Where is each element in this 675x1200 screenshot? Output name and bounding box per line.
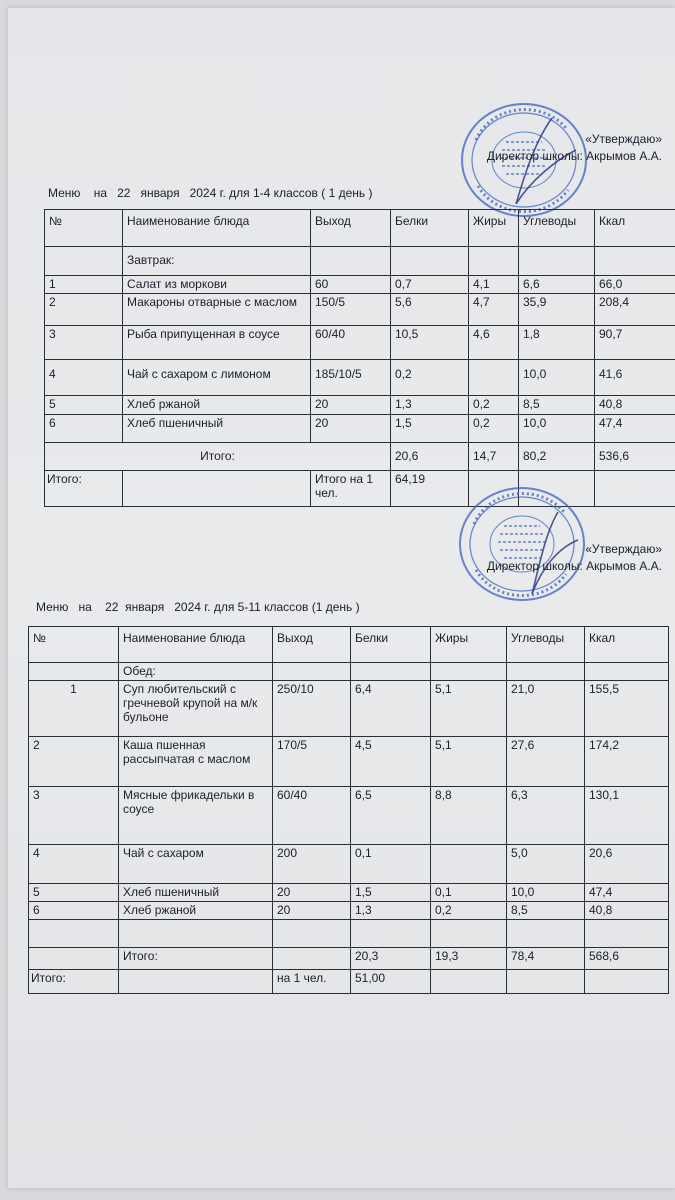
table-cell: 66,0: [595, 276, 675, 294]
table-cell: 40,8: [585, 902, 669, 920]
empty-cell: [507, 970, 585, 994]
table-cell: 208,4: [595, 294, 675, 326]
document-page: [8, 8, 675, 1188]
director-line: Директор школы: Акрымов А.А.: [486, 559, 662, 573]
table-cell: 60/40: [273, 787, 351, 845]
table-cell: 10,0: [519, 360, 595, 396]
table-cell: 2: [45, 294, 123, 326]
table-cell: 4,1: [469, 276, 519, 294]
table-cell: 47,4: [595, 415, 675, 443]
table-cell: 185/10/5: [311, 360, 391, 396]
empty-cell: [273, 948, 351, 970]
table-cell: 155,5: [585, 681, 669, 737]
table-cell: 47,4: [585, 884, 669, 902]
total-row: [45, 443, 675, 471]
table-cell: 10,5: [391, 326, 469, 360]
table-cell: 5: [45, 396, 123, 415]
table-cell: 10,0: [519, 415, 595, 443]
table-row: [29, 737, 669, 787]
table-cell: 170/5: [273, 737, 351, 787]
table-cell: Ккал: [595, 210, 675, 247]
table-cell: 6,3: [507, 787, 585, 845]
table-cell: 1,3: [391, 396, 469, 415]
table-header: [29, 627, 669, 663]
empty-cell: [273, 920, 351, 948]
table-cell: 6,4: [351, 681, 431, 737]
table-cell: Выход: [273, 627, 351, 663]
empty-cell: [391, 247, 469, 276]
table-row: [45, 326, 675, 360]
table-cell: 6: [29, 902, 119, 920]
table-row: [45, 294, 675, 326]
table-cell: 0,2: [391, 360, 469, 396]
table-cell: 20,3: [351, 948, 431, 970]
empty-cell: [595, 247, 675, 276]
table-cell: №: [29, 627, 119, 663]
table-cell: 10,0: [507, 884, 585, 902]
empty-cell: [507, 920, 585, 948]
table-cell: 1,8: [519, 326, 595, 360]
table-cell: Ккал: [585, 627, 669, 663]
table-cell: Каша пшенная рассыпчатая с маслом: [119, 737, 273, 787]
per-person-row: [29, 970, 669, 994]
empty-cell: [469, 247, 519, 276]
table-cell: Хлеб ржаной: [123, 396, 311, 415]
table-cell: Наименование блюда: [123, 210, 311, 247]
table-cell: Суп любительский с гречневой крупой на м/к бульоне: [119, 681, 273, 737]
table-cell: 150/5: [311, 294, 391, 326]
table-cell: Итого:: [29, 970, 119, 994]
table-cell: 6: [45, 415, 123, 443]
empty-cell: [585, 920, 669, 948]
director-line: Директор школы: Акрымов А.А.: [486, 149, 662, 163]
menu-title-2: Меню на 22 января 2024 г. для 5-11 классов (1 день ): [36, 600, 360, 614]
table-cell: Углеводы: [519, 210, 595, 247]
empty-cell: [273, 663, 351, 681]
table-cell: Хлеб ржаной: [119, 902, 273, 920]
table-cell: 51,00: [351, 970, 431, 994]
table-cell: 3: [29, 787, 119, 845]
table-cell: Хлеб пшеничный: [123, 415, 311, 443]
table-cell: [431, 845, 507, 884]
table-cell: 1: [29, 681, 119, 737]
table-row: [45, 415, 675, 443]
table-cell: 20: [311, 396, 391, 415]
empty-cell: [431, 663, 507, 681]
table-cell: Мясные фрикадельки в соусе: [119, 787, 273, 845]
table-cell: 0,2: [431, 902, 507, 920]
approval-block-2: [487, 541, 662, 575]
empty-row: [29, 920, 669, 948]
table-cell: 6,6: [519, 276, 595, 294]
table-row: [45, 276, 675, 294]
table-cell: 35,9: [519, 294, 595, 326]
table-header: [45, 210, 675, 247]
table-cell: 0,1: [431, 884, 507, 902]
table-row: [45, 396, 675, 415]
table-cell: Итого:: [45, 443, 391, 471]
table-cell: 21,0: [507, 681, 585, 737]
empty-cell: [519, 247, 595, 276]
table-cell: Салат из моркови: [123, 276, 311, 294]
table-cell: 1: [45, 276, 123, 294]
empty-cell: [431, 920, 507, 948]
table-cell: Углеводы: [507, 627, 585, 663]
table-cell: 8,8: [431, 787, 507, 845]
table-row: [45, 360, 675, 396]
total-row: [29, 948, 669, 970]
table-cell: на 1 чел.: [273, 970, 351, 994]
empty-cell: [507, 663, 585, 681]
table-cell: 200: [273, 845, 351, 884]
table-cell: Жиры: [469, 210, 519, 247]
table-cell: Итого:: [45, 471, 123, 507]
table-cell: Чай с сахаром с лимоном: [123, 360, 311, 396]
table-cell: 1,3: [351, 902, 431, 920]
table-cell: Чай с сахаром: [119, 845, 273, 884]
table-cell: 0,2: [469, 415, 519, 443]
table-cell: 80,2: [519, 443, 595, 471]
table-cell: 20: [311, 415, 391, 443]
table-cell: Белки: [391, 210, 469, 247]
empty-cell: [351, 663, 431, 681]
table-cell: 8,5: [507, 902, 585, 920]
table-cell: 20,6: [391, 443, 469, 471]
table-cell: 2: [29, 737, 119, 787]
table-cell: 5,1: [431, 681, 507, 737]
table-cell: Макароны отварные с маслом: [123, 294, 311, 326]
table-cell: 0,7: [391, 276, 469, 294]
table-row: [29, 884, 669, 902]
empty-cell: [123, 471, 311, 507]
empty-cell: [29, 948, 119, 970]
table-cell: 4: [29, 845, 119, 884]
table-row: [29, 681, 669, 737]
table-cell: Жиры: [431, 627, 507, 663]
empty-cell: [311, 247, 391, 276]
table-cell: 78,4: [507, 948, 585, 970]
table-cell: 1,5: [391, 415, 469, 443]
table-cell: 27,6: [507, 737, 585, 787]
empty-cell: [431, 970, 507, 994]
table-cell: 5,6: [391, 294, 469, 326]
approve-label: «Утверждаю»: [585, 542, 662, 556]
table-cell: 536,6: [595, 443, 675, 471]
table-cell: №: [45, 210, 123, 247]
table-cell: 41,6: [595, 360, 675, 396]
table-cell: Хлеб пшеничный: [119, 884, 273, 902]
empty-cell: [119, 920, 273, 948]
table-cell: 130,1: [585, 787, 669, 845]
empty-cell: [29, 920, 119, 948]
table-cell: Рыба припущенная в соусе: [123, 326, 311, 360]
approve-label: «Утверждаю»: [585, 132, 662, 146]
table-cell: 4,5: [351, 737, 431, 787]
table-cell: 20: [273, 902, 351, 920]
table-cell: 64,19: [391, 471, 469, 507]
table-cell: 40,8: [595, 396, 675, 415]
table-cell: Итого на 1 чел.: [311, 471, 391, 507]
empty-cell: [585, 970, 669, 994]
empty-cell: [595, 471, 675, 507]
table-cell: [469, 360, 519, 396]
table-cell: 5,0: [507, 845, 585, 884]
approval-block-1: [487, 131, 662, 165]
table-cell: 5,1: [431, 737, 507, 787]
table-cell: 60: [311, 276, 391, 294]
empty-cell: [351, 920, 431, 948]
table-cell: 1,5: [351, 884, 431, 902]
table-cell: 20,6: [585, 845, 669, 884]
table-row: [29, 845, 669, 884]
table-cell: 0,2: [469, 396, 519, 415]
table-cell: 4,6: [469, 326, 519, 360]
table-cell: 4,7: [469, 294, 519, 326]
table-cell: 90,7: [595, 326, 675, 360]
table-cell: 14,7: [469, 443, 519, 471]
menu-table-1: [44, 209, 675, 507]
table-cell: 8,5: [519, 396, 595, 415]
table-cell: Наименование блюда: [119, 627, 273, 663]
empty-cell: [119, 970, 273, 994]
table-cell: 174,2: [585, 737, 669, 787]
menu-title-1: Меню на 22 января 2024 г. для 1-4 классов ( 1 день ): [48, 186, 373, 200]
table-cell: Обед:: [119, 663, 273, 681]
table-row: [29, 902, 669, 920]
empty-cell: [585, 663, 669, 681]
table-cell: 3: [45, 326, 123, 360]
empty-cell: [29, 663, 119, 681]
table-cell: 568,6: [585, 948, 669, 970]
table-cell: 60/40: [311, 326, 391, 360]
table-cell: Завтрак:: [123, 247, 311, 276]
menu-table-2: [28, 626, 669, 994]
table-cell: 6,5: [351, 787, 431, 845]
section-row: [29, 663, 669, 681]
section-row: [45, 247, 675, 276]
table-cell: Белки: [351, 627, 431, 663]
table-cell: 4: [45, 360, 123, 396]
table-cell: 19,3: [431, 948, 507, 970]
table-cell: 20: [273, 884, 351, 902]
table-row: [29, 787, 669, 845]
table-cell: 250/10: [273, 681, 351, 737]
table-cell: 0,1: [351, 845, 431, 884]
table-cell: Выход: [311, 210, 391, 247]
table-cell: Итого:: [119, 948, 273, 970]
empty-cell: [45, 247, 123, 276]
table-cell: 5: [29, 884, 119, 902]
